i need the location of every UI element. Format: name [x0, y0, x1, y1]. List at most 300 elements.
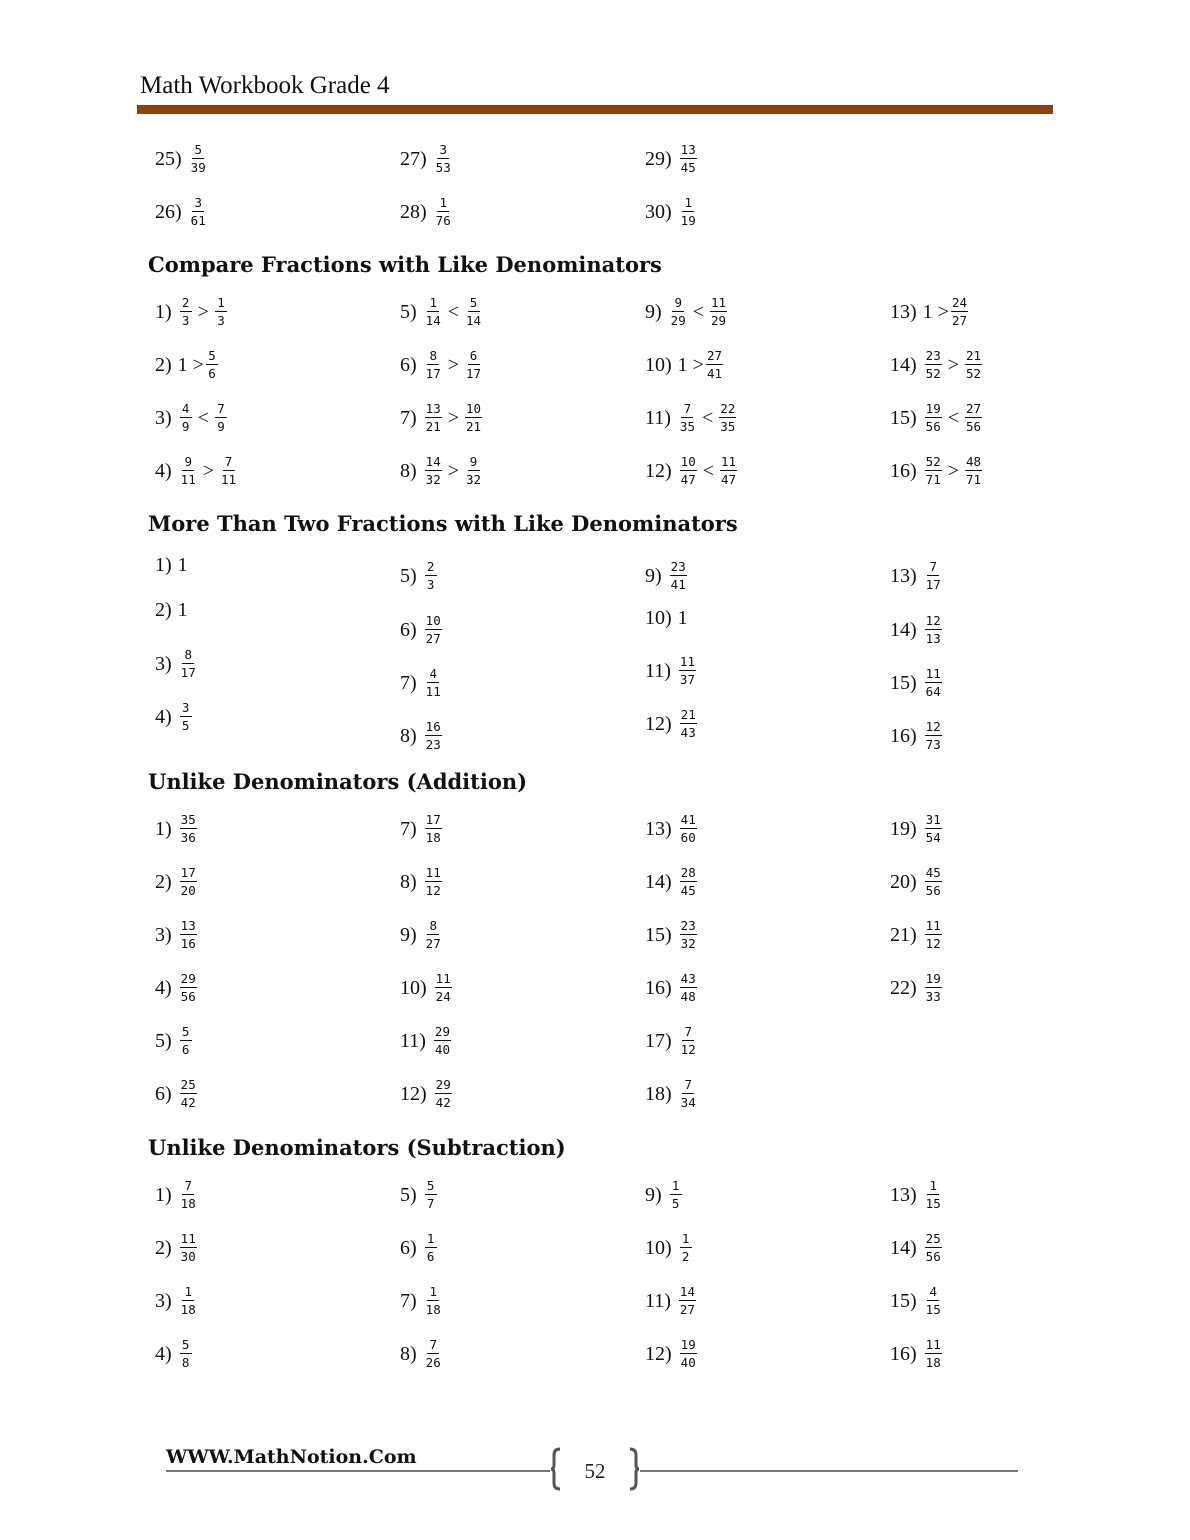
answer-item	[155, 1338, 194, 1369]
fraction	[680, 196, 697, 227]
fraction	[425, 1232, 437, 1263]
fraction	[180, 1025, 192, 1056]
answer-item	[400, 614, 444, 645]
numerator: 27	[965, 402, 982, 418]
item-number: 29)	[645, 147, 672, 170]
denominator: 7	[426, 1196, 435, 1212]
item-number: 4)	[155, 459, 172, 482]
numerator: 11	[710, 296, 727, 312]
numerator: 11	[435, 972, 452, 988]
item-number: 12)	[400, 1082, 427, 1105]
item-number: 13)	[890, 1183, 917, 1206]
fraction	[679, 1285, 696, 1316]
fraction	[680, 1025, 697, 1056]
numerator: 14	[679, 1285, 696, 1301]
fraction	[680, 972, 697, 1003]
fraction	[425, 455, 442, 486]
numerator: 23	[670, 560, 687, 576]
denominator: 73	[925, 737, 941, 753]
item-number: 1)	[155, 817, 172, 840]
item-number: 2)	[155, 353, 172, 376]
fraction	[425, 667, 442, 698]
fraction	[220, 455, 237, 486]
denominator: 3	[217, 313, 225, 329]
fraction	[190, 196, 207, 227]
numerator: 9	[468, 455, 480, 471]
comparison-symbol: <	[701, 406, 714, 429]
denominator: 56	[925, 419, 941, 435]
denominator: 29	[670, 313, 686, 329]
item-number: 4)	[155, 1342, 172, 1365]
numerator: 43	[680, 972, 697, 988]
numerator: 3	[192, 196, 204, 212]
denominator: 2	[681, 1249, 690, 1265]
denominator: 56	[180, 989, 196, 1005]
denominator: 29	[711, 313, 727, 329]
answer-item	[155, 701, 194, 732]
numerator: 11	[425, 866, 442, 882]
fraction	[925, 455, 942, 486]
fraction	[215, 402, 227, 433]
item-number: 12)	[645, 1342, 672, 1365]
item-number: 15)	[890, 671, 917, 694]
denominator: 6	[426, 1249, 435, 1265]
item-number: 25)	[155, 147, 182, 170]
numerator: 41	[680, 813, 697, 829]
fraction	[680, 813, 697, 844]
numerator: 8	[427, 349, 439, 365]
fraction	[180, 701, 192, 732]
fraction	[180, 296, 192, 327]
fraction	[180, 1232, 197, 1263]
denominator: 26	[425, 1355, 441, 1371]
fraction	[190, 143, 207, 174]
item-number: 5)	[400, 300, 417, 323]
comparison-symbol: >	[447, 459, 460, 482]
answer-item	[645, 866, 699, 897]
footer-rule-left	[166, 1470, 550, 1472]
denominator: 40	[434, 1042, 450, 1058]
answer-item	[890, 296, 970, 327]
item-number: 28)	[400, 200, 427, 223]
fraction	[925, 1179, 942, 1210]
answer-item	[645, 296, 729, 327]
answer-item	[155, 296, 229, 327]
item-number: 14)	[645, 870, 672, 893]
answer-item	[155, 402, 229, 433]
item-number: 9)	[645, 564, 662, 587]
answer-item	[890, 402, 984, 433]
answer-item	[400, 1338, 444, 1369]
denominator: 11	[425, 684, 441, 700]
item-number: 15)	[890, 406, 917, 429]
fraction	[680, 1338, 697, 1369]
denominator: 15	[925, 1302, 941, 1318]
item-number: 6)	[400, 618, 417, 641]
answer-item	[890, 919, 944, 950]
answer-item	[645, 1078, 699, 1109]
item-number: 14)	[890, 353, 917, 376]
numerator: 22	[719, 402, 736, 418]
fraction	[680, 919, 697, 950]
answer-item	[645, 349, 725, 380]
answer-item	[645, 455, 739, 486]
answer-item	[400, 667, 444, 698]
denominator: 56	[925, 883, 941, 899]
workbook-title: Math Workbook Grade 4	[140, 72, 390, 99]
denominator: 71	[966, 472, 982, 488]
numerator: 7	[182, 1179, 194, 1195]
item-number: 10)	[645, 607, 672, 629]
numerator: 12	[925, 720, 942, 736]
denominator: 8	[181, 1355, 190, 1371]
denominator: 27	[425, 631, 441, 647]
numerator: 7	[215, 402, 227, 418]
fraction	[670, 560, 687, 591]
numerator: 25	[925, 1232, 942, 1248]
denominator: 33	[925, 989, 941, 1005]
item-number: 14)	[890, 618, 917, 641]
comparison-symbol: <	[692, 300, 705, 323]
numerator: 5	[425, 1179, 437, 1195]
fraction	[925, 667, 942, 698]
answer-item	[890, 1285, 944, 1316]
numerator: 1	[927, 1179, 939, 1195]
item-number: 3)	[155, 652, 172, 675]
denominator: 56	[925, 1249, 941, 1265]
numerator: 23	[680, 919, 697, 935]
item-number: 9)	[645, 300, 662, 323]
item-number: 6)	[155, 1082, 172, 1105]
fraction	[435, 972, 452, 1003]
fraction	[670, 1179, 682, 1210]
fraction	[425, 720, 442, 751]
denominator: 17	[425, 366, 441, 382]
comparison-symbol: >	[947, 459, 960, 482]
item-number: 9)	[400, 923, 417, 946]
fraction	[180, 919, 197, 950]
answer-item	[890, 866, 944, 897]
denominator: 36	[180, 830, 196, 846]
numerator: 19	[925, 972, 942, 988]
answer-item	[155, 919, 199, 950]
answer-item	[890, 349, 984, 380]
denominator: 30	[180, 1249, 196, 1265]
denominator: 13	[925, 631, 941, 647]
answer-item	[400, 866, 444, 897]
answer-item	[400, 349, 484, 380]
numerator: 10	[680, 455, 697, 471]
fraction	[425, 813, 442, 844]
numerator: 1	[437, 196, 449, 212]
answer-item	[890, 614, 944, 645]
answer-item	[155, 1025, 194, 1056]
section-heading: Unlike Denominators (Addition)	[148, 769, 528, 794]
numerator: 1	[427, 1285, 439, 1301]
denominator: 40	[680, 1355, 696, 1371]
numerator: 4	[427, 667, 439, 683]
page-number-box	[550, 1447, 640, 1491]
item-number: 15)	[645, 923, 672, 946]
item-number: 10)	[400, 976, 427, 999]
item-number: 8)	[400, 870, 417, 893]
denominator: 23	[425, 737, 441, 753]
item-number: 20)	[890, 870, 917, 893]
fraction	[925, 560, 942, 591]
answer-item	[645, 919, 699, 950]
fraction	[680, 1232, 692, 1263]
section-heading: Unlike Denominators (Subtraction)	[148, 1135, 566, 1160]
numerator: 3	[437, 143, 449, 159]
fraction	[965, 455, 982, 486]
comparison-symbol: >	[447, 406, 460, 429]
item-number: 5)	[155, 1029, 172, 1052]
item-number: 8)	[400, 1342, 417, 1365]
denominator: 27	[425, 936, 441, 952]
item-number: 26)	[155, 200, 182, 223]
numerator: 31	[925, 813, 942, 829]
item-number: 16)	[890, 724, 917, 747]
denominator: 9	[181, 419, 190, 435]
answer-item	[645, 655, 698, 686]
item-number: 5)	[400, 1183, 417, 1206]
numerator: 5	[180, 1025, 192, 1041]
item-number: 5)	[400, 564, 417, 587]
answer-item	[645, 143, 699, 174]
answer-item	[155, 813, 199, 844]
item-number: 15)	[890, 1289, 917, 1312]
denominator: 37	[679, 672, 695, 688]
fraction	[679, 655, 696, 686]
denominator: 24	[435, 989, 451, 1005]
denominator: 27	[679, 1302, 695, 1318]
numerator: 17	[425, 813, 442, 829]
numerator: 2	[425, 560, 437, 576]
item-number: 2)	[155, 599, 172, 621]
numerator: 21	[965, 349, 982, 365]
item-number: 16)	[890, 1342, 917, 1365]
answer-item	[645, 608, 688, 628]
comparison-symbol: <	[197, 406, 209, 429]
denominator: 5	[181, 718, 190, 734]
denominator: 17	[466, 366, 482, 382]
item-number: 4)	[155, 976, 172, 999]
item-number: 14)	[890, 1236, 917, 1259]
fraction	[670, 296, 687, 327]
answer-item	[155, 1179, 199, 1210]
item-number: 3)	[155, 923, 172, 946]
answer-item	[155, 555, 188, 575]
numerator: 13	[680, 143, 697, 159]
numerator: 21	[680, 708, 697, 724]
item-number: 4)	[155, 705, 172, 728]
fraction	[465, 296, 482, 327]
numerator: 35	[180, 813, 197, 829]
denominator: 14	[425, 313, 441, 329]
numerator: 24	[951, 296, 968, 312]
numerator: 11	[925, 1338, 942, 1354]
answer-item	[400, 196, 454, 227]
denominator: 47	[680, 472, 696, 488]
numerator: 45	[925, 866, 942, 882]
item-number: 16)	[890, 459, 917, 482]
item-number: 18)	[645, 1082, 672, 1105]
numerator: 7	[927, 560, 939, 576]
item-number: 22)	[890, 976, 917, 999]
numerator: 29	[434, 1025, 451, 1041]
fraction	[465, 455, 482, 486]
fraction	[925, 402, 942, 433]
answer-item	[400, 1179, 439, 1210]
denominator: 61	[190, 213, 206, 229]
denominator: 47	[721, 472, 737, 488]
denominator: 32	[425, 472, 441, 488]
whole-number: 1	[177, 599, 188, 621]
section-heading: More Than Two Fractions with Like Denominators	[148, 511, 738, 536]
item-number: 12)	[645, 459, 672, 482]
fraction	[465, 402, 482, 433]
fraction	[434, 1025, 451, 1056]
answer-item	[890, 667, 944, 698]
denominator: 12	[925, 936, 941, 952]
footer-rule-right	[640, 1470, 1018, 1472]
fraction	[425, 1338, 442, 1369]
fraction	[180, 813, 197, 844]
answer-item	[155, 1285, 199, 1316]
numerator: 19	[680, 1338, 697, 1354]
fraction	[925, 720, 942, 751]
fraction	[710, 296, 727, 327]
fraction	[680, 708, 697, 739]
fraction	[425, 296, 442, 327]
fraction	[925, 1338, 942, 1369]
item-number: 10)	[645, 1236, 672, 1259]
denominator: 6	[208, 366, 216, 382]
item-number: 16)	[645, 976, 672, 999]
answer-item	[645, 708, 699, 739]
numerator: 6	[468, 349, 480, 365]
fraction	[965, 402, 982, 433]
answer-item	[155, 600, 188, 620]
numerator: 1	[670, 1179, 682, 1195]
fraction	[425, 1285, 442, 1316]
numerator: 52	[925, 455, 942, 471]
fraction	[180, 1179, 197, 1210]
item-number: 1)	[155, 1183, 172, 1206]
numerator: 11	[679, 655, 696, 671]
fraction	[180, 866, 197, 897]
numerator: 9	[672, 296, 684, 312]
numerator: 11	[925, 667, 942, 683]
item-number: 19)	[890, 817, 917, 840]
item-number: 7)	[400, 671, 417, 694]
fraction	[180, 402, 192, 433]
answer-item	[400, 1285, 444, 1316]
fraction	[425, 614, 442, 645]
fraction	[180, 648, 197, 679]
denominator: 32	[680, 936, 696, 952]
item-number: 1)	[155, 554, 172, 576]
denominator: 18	[425, 830, 441, 846]
numerator: 7	[223, 455, 235, 471]
numerator: 5	[468, 296, 480, 312]
denominator: 17	[925, 577, 941, 593]
numerator: 5	[206, 349, 218, 365]
denominator: 53	[435, 160, 451, 176]
fraction	[180, 1078, 197, 1109]
fraction	[680, 143, 697, 174]
denominator: 76	[435, 213, 451, 229]
answer-item	[890, 1232, 944, 1263]
item-number: 21)	[890, 923, 917, 946]
answer-item	[645, 813, 699, 844]
numerator: 7	[682, 1078, 694, 1094]
denominator: 9	[217, 419, 225, 435]
fraction	[679, 402, 696, 433]
numerator: 11	[720, 455, 737, 471]
denominator: 21	[466, 419, 482, 435]
answer-item	[645, 1025, 699, 1056]
denominator: 11	[221, 472, 237, 488]
numerator: 12	[925, 614, 942, 630]
item-number: 8)	[400, 724, 417, 747]
answer-item	[890, 972, 944, 1003]
section-heading: Compare Fractions with Like Denominators	[148, 252, 662, 277]
numerator: 3	[180, 701, 192, 717]
fraction	[180, 455, 197, 486]
answer-item	[155, 455, 239, 486]
numerator: 1	[182, 1285, 194, 1301]
fraction	[925, 349, 942, 380]
denominator: 16	[180, 936, 196, 952]
fraction	[680, 1078, 697, 1109]
answer-item	[400, 1025, 453, 1056]
denominator: 3	[426, 577, 435, 593]
denominator: 5	[671, 1196, 680, 1212]
answer-item	[400, 720, 444, 751]
denominator: 39	[190, 160, 206, 176]
fraction	[435, 143, 452, 174]
numerator: 11	[180, 1232, 197, 1248]
answer-item	[155, 972, 199, 1003]
comparison-symbol: >	[202, 459, 215, 482]
answer-item	[400, 560, 439, 591]
comparison-symbol: >	[447, 353, 460, 376]
denominator: 20	[180, 883, 196, 899]
whole-number: 1 >	[177, 353, 204, 376]
page-number: 52	[584, 1459, 606, 1483]
answer-item	[400, 919, 444, 950]
fraction	[706, 349, 723, 380]
item-number: 3)	[155, 1289, 172, 1312]
fraction	[425, 1179, 437, 1210]
item-number: 13)	[645, 817, 672, 840]
answer-item	[645, 1338, 699, 1369]
denominator: 35	[679, 419, 695, 435]
numerator: 1	[427, 296, 439, 312]
denominator: 64	[925, 684, 941, 700]
fraction	[425, 349, 442, 380]
denominator: 12	[425, 883, 441, 899]
answer-item	[645, 1232, 694, 1263]
fraction	[720, 455, 737, 486]
numerator: 5	[180, 1338, 192, 1354]
answer-item	[890, 1179, 944, 1210]
fraction	[925, 813, 942, 844]
denominator: 17	[180, 665, 196, 681]
fraction	[425, 866, 442, 897]
numerator: 17	[180, 866, 197, 882]
